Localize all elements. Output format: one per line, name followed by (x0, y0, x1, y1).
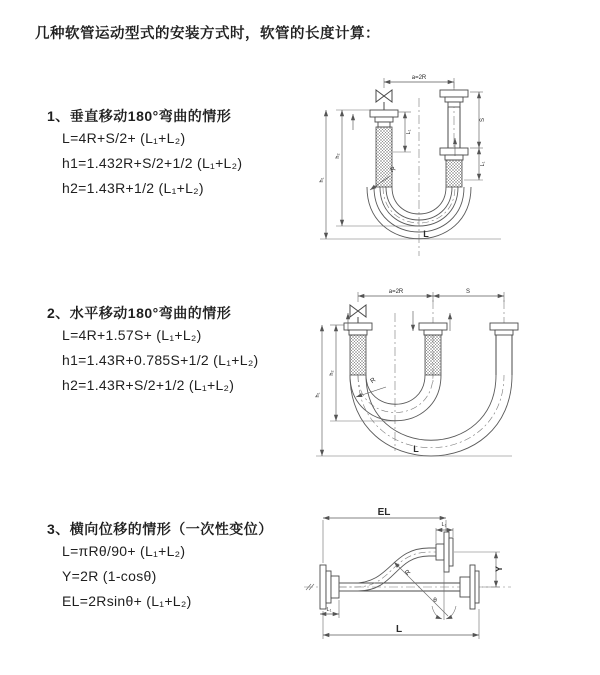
page-title: 几种软管运动型式的安装方式时，软管的长度计算： (35, 26, 380, 42)
radius-leader (356, 387, 386, 397)
formula-line: L=πRθ/90+ (L₁+L₂) (62, 543, 186, 559)
hose-centerline (358, 375, 504, 448)
section-3 (47, 519, 273, 614)
braided-hose-section (350, 335, 366, 375)
hose-curve (366, 375, 496, 440)
diagram-vertical-180-bend (306, 68, 596, 263)
flange (419, 323, 447, 330)
flange (470, 565, 475, 609)
section-2-heading: 2、水平移动180°弯曲的情形 (47, 305, 232, 321)
flange (440, 148, 468, 155)
flange (326, 571, 331, 603)
flange (445, 97, 463, 102)
section-1-heading: 1、垂直移动180°弯曲的情形 (47, 108, 232, 124)
dim-label-h-inner: h₂ (329, 370, 335, 376)
dim-label-l1-top: L₁ (441, 522, 447, 528)
dim-label-l1-left: L₁ (326, 607, 332, 613)
flange (370, 110, 398, 117)
formula-line: EL=2Rsinθ+ (L₁+L₂) (62, 593, 192, 609)
dim-label-r: R (403, 568, 413, 578)
dim-label-y: Y (494, 565, 504, 573)
diagram-horizontal-180-bend (308, 283, 598, 463)
hose-curve (339, 548, 436, 583)
dim-label-s: S (480, 117, 486, 123)
flange (445, 155, 463, 160)
dim-label-l1-right: L₁ (480, 161, 486, 167)
dim-label-span: a=2R (388, 289, 404, 295)
valve-icon (350, 305, 366, 317)
radius-line (394, 562, 448, 616)
valve-icon (376, 90, 392, 102)
dim-label-h-outer: h₁ (319, 177, 325, 183)
section-2 (47, 303, 259, 398)
section-3-heading: 3、横向位移的情形（一次性变位） (47, 521, 273, 537)
dim-label-l: L (395, 624, 403, 635)
flange (375, 117, 393, 122)
braided-hose-section (446, 160, 462, 187)
flange-hub (436, 544, 444, 560)
formula-line: L=4R+1.57S+ (L₁+L₂) (62, 327, 202, 343)
dim-label-r: R (369, 376, 378, 385)
braided-hose-section (376, 127, 392, 187)
formula-line: Y=2R (1-cosθ) (62, 568, 157, 584)
flange (440, 90, 468, 97)
hose-centerline (339, 552, 436, 587)
dim-label-h-inner: h₂ (335, 153, 341, 159)
dim-label-el: EL (377, 507, 391, 518)
dim-label-l: L (413, 444, 419, 454)
hose-curve (350, 375, 441, 421)
dim-label-h-outer: h₁ (315, 392, 321, 398)
dim-label-s: S (465, 289, 471, 295)
formula-line: h2=1.43R+S/2+1/2 (L₁+L₂) (62, 377, 235, 393)
flange (448, 102, 460, 107)
diagram-lateral-displacement (296, 502, 596, 662)
flange (424, 330, 442, 335)
flange-hub (331, 576, 339, 598)
formula-line: L=4R+S/2+ (L₁+L₂) (62, 130, 186, 146)
angle-arc (432, 606, 442, 619)
flange (449, 538, 453, 566)
formula-line: h1=1.432R+S/2+1/2 (L₁+L₂) (62, 155, 243, 171)
angle-arc (446, 606, 456, 619)
dim-label-r: R (389, 165, 398, 174)
flange (320, 565, 326, 609)
flange (490, 323, 518, 330)
flange (444, 532, 449, 572)
dim-label-l: L (423, 229, 429, 239)
hose-curve (339, 556, 436, 591)
hose-curve (350, 375, 512, 456)
section-1 (47, 106, 242, 201)
flange (349, 330, 367, 335)
flange (495, 330, 513, 335)
dim-label-span: a=2R (411, 75, 427, 81)
dim-label-l1-left: L₁ (406, 129, 412, 135)
dim-label-theta: θ (433, 597, 437, 604)
flange (378, 122, 390, 127)
formula-line: h2=1.43R+1/2 (L₁+L₂) (62, 180, 204, 196)
flange (475, 571, 479, 603)
braided-hose-section (425, 335, 441, 375)
formula-line: h1=1.43R+0.785S+1/2 (L₁+L₂) (62, 352, 259, 368)
flange-hub (460, 577, 470, 597)
